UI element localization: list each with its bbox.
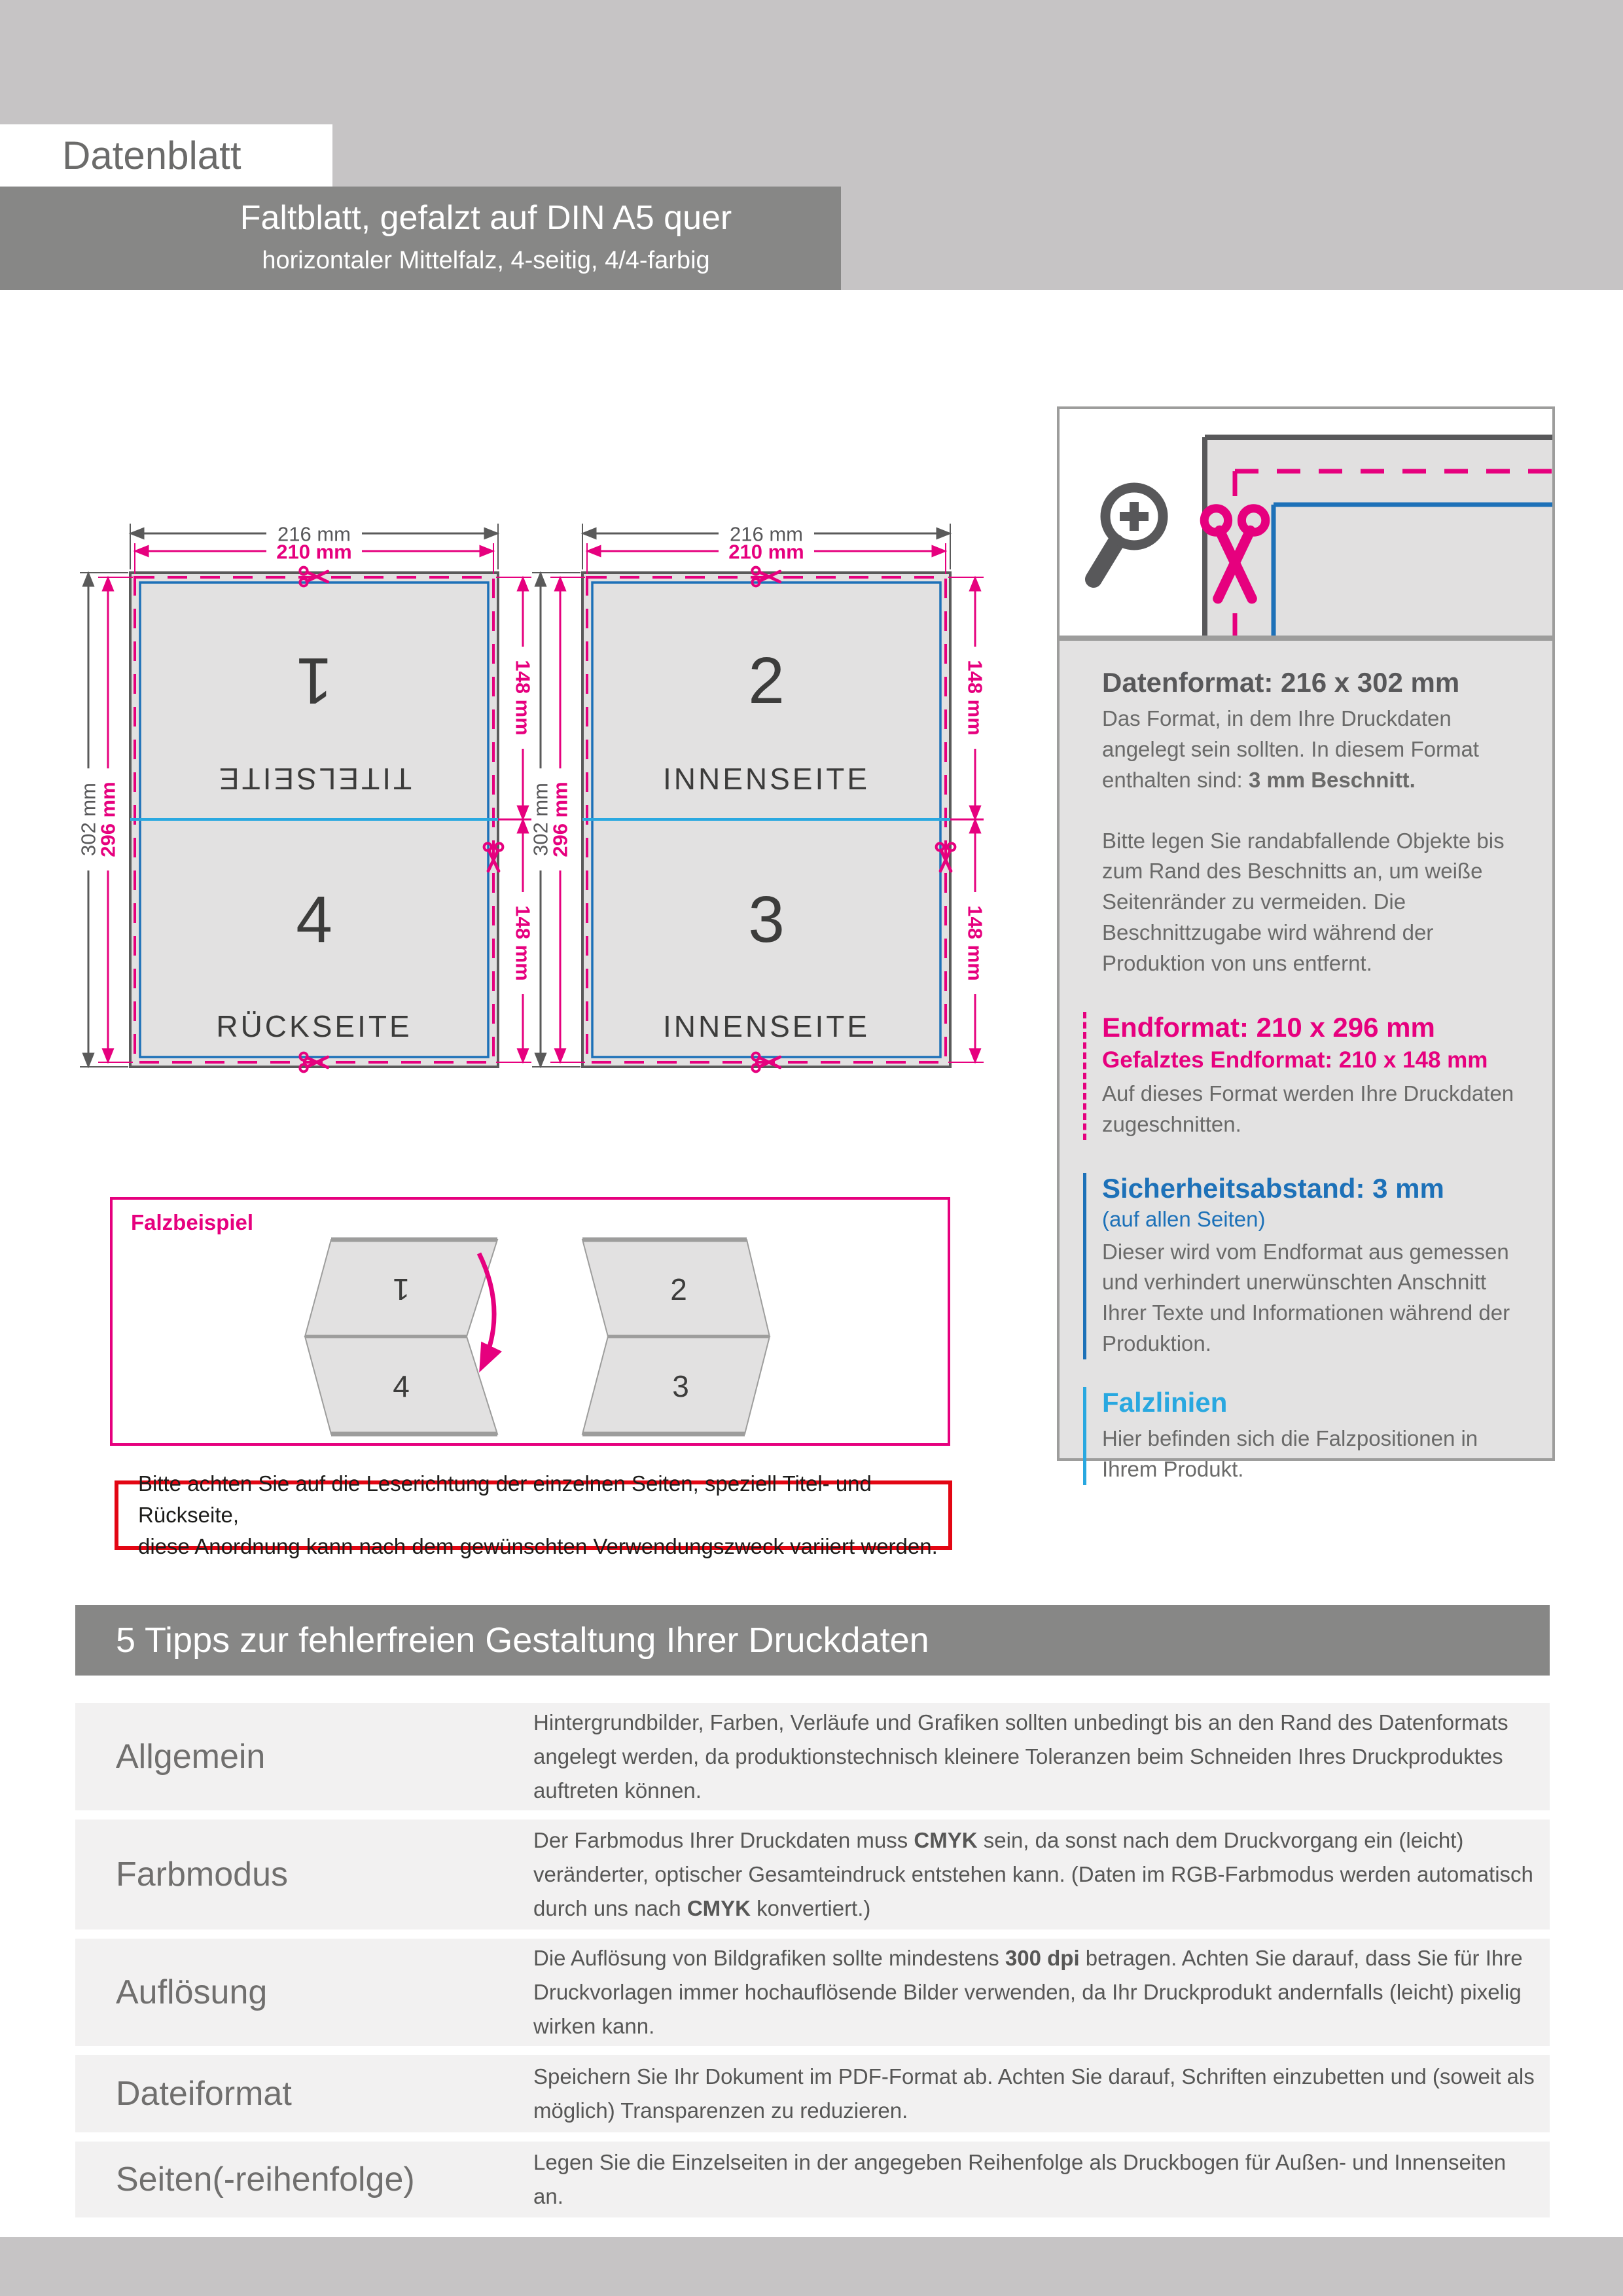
fold-page-1: 1 <box>393 1272 410 1306</box>
dim-302: 302 mm <box>529 783 552 856</box>
safety-heading: Sicherheitsabstand: 3 mm <box>1102 1172 1444 1204</box>
fold-sheet-inner <box>582 1240 770 1434</box>
dim-210: 210 mm <box>728 540 804 564</box>
dim-148-bottom: 148 mm <box>511 905 535 981</box>
fold-page-2: 2 <box>670 1272 687 1306</box>
note-text: Bitte achten Sie auf die Leserichtung der einzelnen Seiten, speziell Titel- und Rückseite, diese Anordnung kann nach dem gewünschten Verwendungszweck variiert werden. <box>138 1471 938 1558</box>
tip-text: Die Auflösung von Bildgrafiken sollte mindestens 300 dpi betragen. Achten Sie darauf, dass Sie für Ihre Druckvorlagen immer hochauflösende Bilder verwenden, da Ihr Druckprodukt andernfalls (leicht) pixelig wirken kann. <box>533 1945 1523 2039</box>
product-subtitle: horizontaler Mittelfalz, 4-seitig, 4/4-farbig <box>262 247 710 274</box>
sheet-outer-diagram <box>77 523 535 1072</box>
fold-page-4: 4 <box>393 1369 410 1403</box>
fold-example-box <box>110 1197 950 1446</box>
dim-210: 210 mm <box>276 540 352 564</box>
product-title: Faltblatt, gefalzt auf DIN A5 quer <box>240 199 732 237</box>
tip-text: Hintergrundbilder, Farben, Verläufe und Grafiken sollten unbedingt bis an den Rand des Datenformats angelegt werden, da produktionstechnisch kleinere Toleranzen beim Schneiden Ihres Druckproduktes auftreten können. <box>533 1710 1508 1803</box>
doc-type-box <box>0 124 332 187</box>
dim-148-top: 148 mm <box>511 660 535 736</box>
page-1-number: 1 <box>296 644 332 717</box>
safety-body: Dieser wird vom Endformat aus gemessen und verhindert unerwünschten Anschnitt Ihrer Texte und Informationen während der Produktion. <box>1102 1239 1510 1356</box>
paper-fill <box>1204 439 1552 636</box>
dim-302: 302 mm <box>77 783 100 856</box>
datenformat-heading: Datenformat: 216 x 302 mm <box>1102 667 1460 698</box>
datenformat-body: Das Format, in dem Ihre Druckdaten angelegt sein sollten. In diesem Format enthalten sind: 3 mm Beschnitt. <box>1102 706 1479 792</box>
page-1-label: TITELSEITE <box>216 762 412 796</box>
dim-216: 216 mm <box>730 522 803 546</box>
endformat-heading: Endformat: 210 x 296 mm <box>1102 1011 1435 1043</box>
reading-direction-note <box>115 1471 952 1558</box>
dim-148-top: 148 mm <box>963 660 987 736</box>
tip-row-aufloesung <box>75 1939 1550 2046</box>
tip-row-allgemein <box>75 1703 1550 1810</box>
safety-subheading: (auf allen Seiten) <box>1102 1206 1266 1231</box>
magnifier-plus-icon <box>1094 488 1163 579</box>
page-2-label: INNENSEITE <box>662 762 870 796</box>
fold-sheet-outer <box>305 1240 497 1434</box>
sheet-inner-diagram <box>529 523 987 1072</box>
page-2-number: 2 <box>748 644 785 717</box>
tip-text: Speichern Sie Ihr Dokument im PDF-Format ab. Achten Sie darauf, Schriften einzubetten und (soweit als möglich) Transparenzen zu reduzieren. <box>533 2064 1535 2123</box>
dim-148-bottom: 148 mm <box>963 905 987 981</box>
tip-label: Allgemein <box>116 1738 266 1776</box>
page-3-label: INNENSEITE <box>662 1009 870 1043</box>
dim-216: 216 mm <box>277 522 351 546</box>
tip-label: Farbmodus <box>116 1856 288 1893</box>
tip-label: Dateiformat <box>116 2075 292 2113</box>
bleed-corner-illustration <box>1060 409 1552 636</box>
datenformat-section <box>1083 667 1535 979</box>
tip-label: Auflösung <box>116 1973 268 2011</box>
tip-text: Der Farbmodus Ihrer Druckdaten muss CMYK sein, da sonst nach dem Druckvorgang ein (leicht) veränderter, optischer Gesamteindruck entstehen kann. (Daten im RGB-Farbmodus werden automatisch durch uns nach CMYK konvertiert.) <box>533 1827 1533 1921</box>
endformat-body: Auf dieses Format werden Ihre Druckdaten zugeschnitten. <box>1102 1081 1514 1136</box>
tip-label: Seiten(-reihenfolge) <box>116 2161 415 2198</box>
bleed-illustration-card <box>1057 406 1555 638</box>
page-4-number: 4 <box>296 883 332 956</box>
tip-row-farbmodus <box>75 1820 1550 1929</box>
footer-band <box>0 2237 1623 2296</box>
endformat-section <box>1083 1012 1535 1140</box>
tips-heading: 5 Tipps zur fehlerfreien Gestaltung Ihrer Druckdaten <box>116 1621 929 1660</box>
dim-296: 296 mm <box>548 781 572 857</box>
tip-text: Legen Sie die Einzelseiten in der angegeben Reihenfolge als Druckbogen für Außen- und Innenseiten an. <box>533 2149 1507 2208</box>
fold-example-label: Falzbeispiel <box>131 1210 254 1234</box>
tip-row-seitenreihenfolge <box>75 2142 1550 2217</box>
foldline-body: Hier befinden sich die Falzpositionen in Ihrem Produkt. <box>1102 1426 1478 1481</box>
product-title-band <box>0 187 841 290</box>
endformat-subheading: Gefalztes Endformat: 210 x 148 mm <box>1102 1047 1488 1073</box>
safety-section <box>1083 1173 1535 1359</box>
tip-row-dateiformat <box>75 2055 1550 2132</box>
foldline-section <box>1083 1387 1535 1485</box>
format-diagrams <box>65 504 1021 1093</box>
format-info-panel <box>1057 638 1555 1481</box>
fold-example-diagrams <box>113 1200 948 1443</box>
doc-type-label: Datenblatt <box>62 134 241 177</box>
tips-section-header <box>75 1605 1550 1676</box>
page-4-label: RÜCKSEITE <box>216 1009 412 1043</box>
fold-page-3: 3 <box>672 1369 689 1403</box>
foldline-heading: Falzlinien <box>1102 1387 1228 1418</box>
page-3-number: 3 <box>748 883 785 956</box>
datenformat-body2: Bitte legen Sie randabfallende Objekte bis zum Rand des Beschnitts an, um weiße Seitenränder zu vermeiden. Die Beschnittzugabe wird während der Produktion von uns entfernt. <box>1102 828 1505 976</box>
dim-296: 296 mm <box>96 781 120 857</box>
